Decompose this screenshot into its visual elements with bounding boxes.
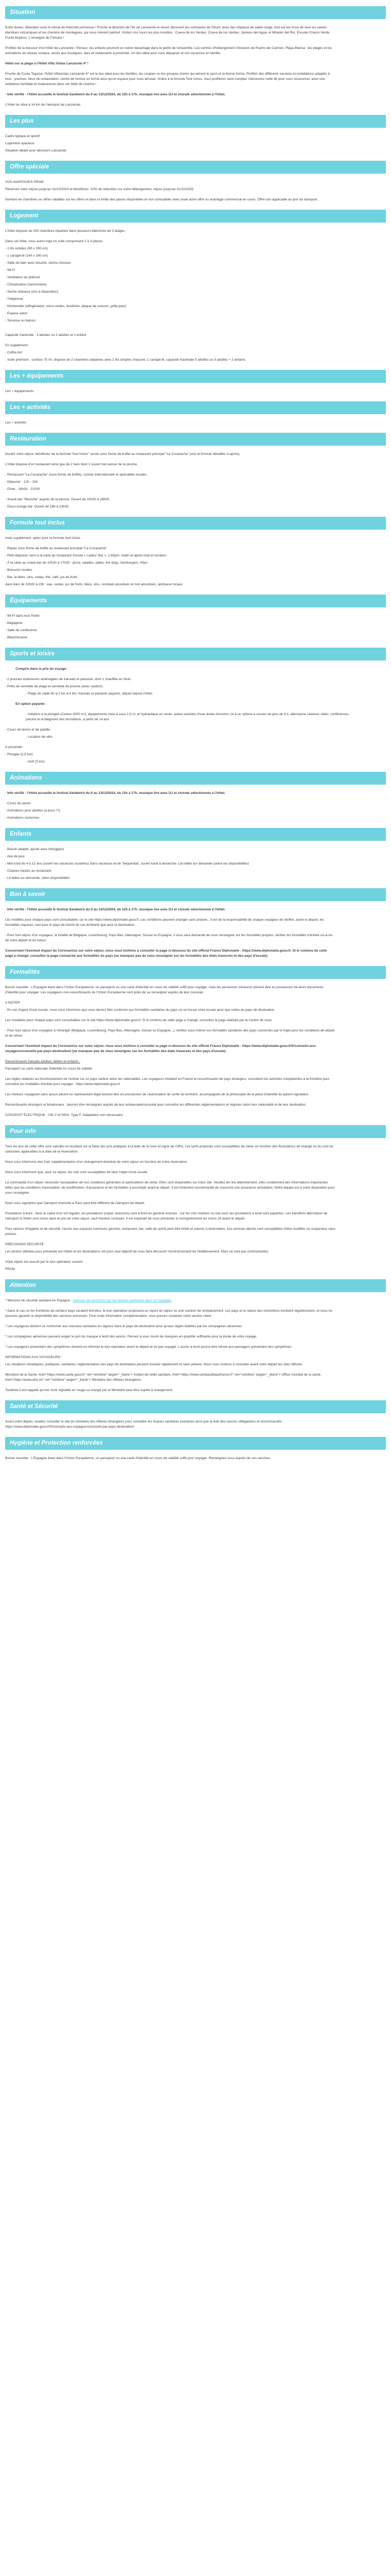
plus-item: Logement spacieux xyxy=(5,142,35,145)
plus-item: Situation idéale pour découvrir Lanzarote xyxy=(5,149,67,152)
animations-item: - Cours de sports xyxy=(5,802,31,805)
product-page xyxy=(0,6,391,1461)
section-equipements: Les + équipements xyxy=(5,370,386,383)
section-formalites: Formalités xyxy=(5,966,386,979)
attention-text-5: * Les voyageurs présentant des symptômes doivent en informer le tour-opérateur avant le départ et ne pas voyager. L'accès à bord pourra être refusé aux passagers présentant des symptômes. xyxy=(5,1345,292,1349)
logement-item: - Sèche-cheveux (mis à disposition) xyxy=(5,290,58,294)
animations-item: - Animations nocturnes xyxy=(5,816,40,820)
equipement-item: - Bagagerie xyxy=(5,621,23,625)
logement-item: - 1 canapé-lit (140 x 190 cm) xyxy=(5,254,48,258)
info-text-6: Prestations à bord : dans le cadre d'un vol régulier, les prestations (repas, boissons) sont à bord en général incluses ; sur les vols charters ou low-cost, les prestations à bord sont payantes. Les transferts aller/retour de l'aéroport à l'hôtel sont inclus dans le prix de votre séjour, sauf mention contraire. Il est impératif de vous présenter à l'enregistrement au moins 2h avant le départ. xyxy=(5,1212,328,1221)
section-hygiene: Hygiène et Protection renforcées xyxy=(5,1437,386,1450)
logement-item: - Salle de bain avec douche, sèche-cheveux xyxy=(5,261,71,265)
formule-item: - Bar, la bière, vins, sodas, thé, café, jus de fruits xyxy=(5,575,78,579)
sports-option-title: En option payante : xyxy=(15,702,47,706)
section-bon-a-savoir: Bon à savoir xyxy=(5,888,386,901)
situation-text-2: Profitez de la douceur d'un hôtel de Lanzarote ! Pensez, les enfants pourront en retirer davantage dans le jardin de l'ensemble. Les centres d'hébergement d'évasion de Puerto del Carmen, Playa Blanca : les plages et les animations en réseau sociaux, accès aux boutiques, bars et restaurants à proximité. Un lieu idéal pour vous dépayser et vos vacances en famille. xyxy=(5,46,332,55)
situation-text-4: Proche de Costa Teguise, l'hôtel Villavistas Lanzarote 4* est le lieu idéal pour les familles, les couples ou les groupes d'amis qui aiment le sport et la bonne forme. Profitez des différents services et installations adaptés à tous : piscines, lieux de restauration, centre de remise en forme ainsi qu'un espace pour vous amuser. Grâce à la formule Tout Inclus, vous profiterez sans compter. Découvrez cette île pour vous ressourcer, avec une ambiance familiale et chaleureuse dans cet hôtel de charme ! xyxy=(5,72,330,86)
situation-text-1: Entre dunes, détendez-vous le climat de Hammet promesse ! Proche la direction de l'île de Lanzarote et venez découvrir les contrastes de Ghuni, avec des hôpitaux de sable rouge, tout sur les trous de lave les vastes étendues volcaniques et les chemins de montagnes, qui vous mènent partout. Visitez nos cours les plus insolites : Cueva de los Verdes, Cueva de los Verdes, Jameos del Agua, et Mirador del Rio, Ensuite Charco Verde, Punta Mujeres. L'enseigne de Famara ! xyxy=(5,26,331,40)
info-operator-name: PRAM xyxy=(5,1267,15,1271)
formule-bars: dans bars de 10h00 à 23h : eau, sodas, jus de fruits, bière, vins, cocktails alcoolisés et non alcoolisés, spiritueux locaux xyxy=(5,583,183,586)
section-logement: Logement xyxy=(5,210,386,223)
equipement-item: - Wi-Fi dans tout l'hôtel xyxy=(5,614,40,618)
enfants-item: - Lit bébé sur demande, selon disponibilités xyxy=(5,876,70,880)
bon-coronavirus: Concernant l'éventuel impact du Coronavirus sur votre séjour, nous vous invitons à consulter la page ci-dessous du site officiel France Diplomatie : https://www.diplomatie.gouv.fr. Si le contenu de cette page a changé, consultez la page consacrée aux formalités du pays (ne manquez pas de vous renseigner sur les formalités des états traversés et des pays d'escale). xyxy=(5,949,327,958)
section-sports: Sports et loisirs xyxy=(5,648,386,660)
sports-option-item: - Cours de tennis et de paddle xyxy=(5,728,51,732)
formule-intro: Avec supplément, optez pour la formule tout inclus : xyxy=(5,536,83,540)
formalites-text-3: - En cas d'ajout d'une escale, nous vous informons que vous devrez être conforme aux formalités sanitaires du pays où se trouve votre escale ainsi que celles du pays de destination. xyxy=(5,1008,275,1012)
activites-text: Les + activités xyxy=(5,421,27,425)
logement-item: - Ventilateur au plafond xyxy=(5,276,40,279)
logement-item: - Terrasse ou balcon xyxy=(5,319,36,323)
restauration-item: - Dîner : 18h30 - 21h30 xyxy=(5,487,40,491)
sports-item: - Prêts de serviette de plage et serviette de piscine (avec caution). xyxy=(5,685,104,688)
hygiene-text: Bonne nouvelle : L'Espagne étant dans l'Union Européenne, un passeport ou une carte d'identité en cours de validité suffit pour voyager. Renseignez-vous auprès de nos services. xyxy=(5,1456,271,1460)
info-text-5: Nous vous signalons que l'aéroport d'arrivée à Paris peut être différent de l'aéroport de départ. xyxy=(5,1201,145,1205)
logement-item: - Suite premium : surface 75 m², dispose de 2 chambres séparées avec 2 lits simples chacune, 1 canapé-lit, capacité maximale 5 adultes ou 3 adultes + 2 enfants. xyxy=(5,358,247,362)
sante-text: Avant votre départ, veuillez consulter le site du ministère des Affaires étrangères pour connaître les risques sanitaires éventuels ainsi que la liste des vaccins obligatoires et recommandés : https://www.diplomatie.gouv.fr/fr/conseils-aux-voyageurs/conseils-par-pays-destination/ xyxy=(5,1420,284,1429)
bon-text-2: Lits modifiés pour chaque pays sont consultables sur le site https://www.diplomatie.gouv.fr. Les conditions peuvent changer sans préavis ; il est de la responsabilité de chaque voyageur de vérifier, avant le départ, les formalités requises, tant pour le pays de transit (le cas échéant) que pour la destination. xyxy=(5,918,324,927)
attention-link[interactable]: mesures de restriction sur les liaisons aériennes dans les bagages xyxy=(73,1299,172,1302)
formule-item: - À la carte au snack-bar de 10h30 à 17h30 : pizza, salades, pâtes, hot dogs, hamburgers, frites xyxy=(5,561,148,565)
logement-item: - Climatisation (saisonnière) xyxy=(5,283,47,286)
attention-text-2: * Dans le cas où les frontières de certains pays seraient fermées, le tour-opérateur proposera un report du séjour ou une solution de remplacement. Les pays et la nature des restrictions évoluent régulièrement, et nous ne pouvons garantir la disponibilité des services annoncés. Pour toute information complémentaire, vous pouvez contacter notre service client. xyxy=(5,1309,333,1318)
formule-item: - Boissons locales xyxy=(5,568,32,572)
attention-text-9: Toutefois il est rappelé qu'une zone signalée en rouge ou orange par le Ministère peut être sujette à changement. xyxy=(5,1388,173,1392)
restauration-lounge: - Disco-lounge bar. Ouvert de 18h à 23h30. xyxy=(5,505,70,509)
formalites-text-10: Les mineurs voyageant sans aucun parent ou représentant légal doivent être en possession de l'autorisation de sortie du territoire, accompagnée de la photocopie de la pièce d'identité du parent signataire. xyxy=(5,1093,309,1096)
sports-item: - Plage de sable fin à 2 km à 4 km, transats et parasols payants, départ depuis l'hôtel. xyxy=(26,692,153,696)
formalites-text-12: COVOOVIT ÉLECTRIQUE : 230 V et 50Hz. Type F. Adaptateur non nécessaire. xyxy=(5,1113,124,1117)
section-animations: Animations xyxy=(5,772,386,785)
formalites-ressortissants: Ressortissants français adultes, bébés et enfants : xyxy=(5,1060,80,1063)
logement-item: - Wi-Fi xyxy=(5,268,15,272)
section-activites: Les + activités xyxy=(5,401,386,414)
info-text-4: La commande d'un séjour nécessite l'acceptation de nos conditions générales et particulières de vente. Elles sont disponibles sur notre site. Veuillez les lire attentivement, elles contiennent des informations importantes telles que les conditions d'annulation, de modification, d'assurance et les formalités à accomplir avant le départ. Il est fortement recommandé de souscrire une assurance annulation. Notre équipe est à votre disposition pour vous renseigner. xyxy=(5,1181,335,1195)
section-enfants: Enfants xyxy=(5,828,386,841)
sports-option-item: - Initiation à la plongée (Centre 3000 m²), équipements mise à sous 1,5 m, et hydraulique en vente, autres activités d'une durée d'environ 1h à un rythme à cosses de plus de 8 h, alternance séances vidéo, conférences, piscine et la baignoire des formations, à partir de 14 ans xyxy=(26,713,350,721)
attention-text-1: * Mesures de sécurité sanitaire en Espagne : mesures de restriction sur les liaisons aériennes dans les bagages xyxy=(5,1299,172,1302)
attention-text-4: * Les compagnies aériennes peuvent exiger le port du masque à bord des avions. Pensez à vous munir de masques en quantité suffisante pour la durée de votre voyage. xyxy=(5,1335,257,1338)
formalites-text-4: Les modalités pour chaque pays sont consultables sur le site https://www.diplomatie.gouv.fr. Si le contenu de cette page a changé, consultez la page réalisée par le Centre de crise. xyxy=(5,1019,273,1022)
restauration-item: - Restaurant "La Cucaracha" (sous forme de buffet), cuisine internationale et spécialités locales. xyxy=(5,473,148,477)
plus-item: Cadre typique et sportif xyxy=(5,134,40,138)
info-text-2: Nous vous informons des frais supplémentaires d'un changement éventuel de votre séjour en fonction de votre réservation. xyxy=(5,1160,188,1164)
attention-informations: INFORMATIONS AUX VOYAGEURS : xyxy=(5,1355,62,1359)
situation-text-6: L'hôtel se situe à 14 km de l'aéroport de Lanzarote. xyxy=(5,103,82,107)
logement-suite: Dans cet hôtel, vous aurez logé en suite comprenant 2 à 3 pièces : xyxy=(5,240,105,243)
formule-item: - Repas sous forme de buffet au restaurant principal "La Cucaracha" xyxy=(5,547,107,550)
bon-festival: - Info vérifié : l'hôtel accueille le festival Sandwich du 9 au 13/12/2024, de 12h à 17h, musique live avec DJ et chorale sélectionnée à l'hôtel. xyxy=(5,908,225,911)
logement-capacite: Capacité maximale : 3 adultes ou 2 adultes et 1 enfant. xyxy=(5,333,87,337)
attention-text-8: Ministère de la Santé, href="https://www.sante.gouv.fr" rel="nofollow" target="_blank"> Institut de veille sanitaire, href="https://www.santepubliquefrance.fr" rel="nofollow" target="_blank"> Office mondial de la santé, href="https://www.who.int" rel="nofollow" target="_blank"> Ministère des Affaires étrangères. xyxy=(5,1373,321,1382)
logement-item: - Coffre-fort xyxy=(5,351,23,354)
enfants-item: - Chaises hautes au restaurant xyxy=(5,869,51,873)
section-offre: Offre spéciale xyxy=(5,161,386,174)
section-formule: Formule tout inclus xyxy=(5,517,386,530)
equipement-item: - Salle de conférence xyxy=(5,629,37,632)
logement-item: - Téléphone xyxy=(5,297,23,301)
animations-item: - Animations pour adultes (à jours !?). xyxy=(5,809,61,812)
logement-supplement: En supplément : xyxy=(5,344,29,347)
equipements-text: Les + équipements xyxy=(5,389,34,393)
info-precisions: PRÉCISIONS SÉCURITÉ xyxy=(5,1243,44,1246)
logement-intro: L'hôtel dispose de 150 chambres réparties dans plusieurs bâtiments de 2 étages. xyxy=(5,229,126,233)
formalites-text-9: Les règles relatives au fonctionnement de l'entrée sur un pays varient selon les nationalités. Les voyageurs résidant en France et ressortissants de pays étrangers, consultent les autorités compétentes à la frontière pour connaître les modalités d'entrée pour voyager : https://www.diplomatie.gouv.fr xyxy=(5,1077,330,1086)
section-restauration: Restauration xyxy=(5,433,386,446)
bon-text-3: - Pour tout séjour d'un voyageur, la totalité de Belgique, Luxembourg, Pays-Bas, Allemagne, Suisse ou Espagne, il vous sera demandé de vous renseigner sur les formalités propres, vérifiez les formalités d'entrée vis-à-vis de votre départ et du retour. xyxy=(5,934,333,942)
info-tour-operateur: Votre séjour est assuré par le tour-opérateur suivant : xyxy=(5,1260,85,1264)
restauration-text-2: L'hôtel dispose d'un restaurant ainsi que de 2 bars dont 1 ouvert tout autour de la piscine. xyxy=(5,463,138,466)
enfants-item: - Bassin adapté, ajouté avec toboggans xyxy=(5,848,64,851)
sports-proximite: À proximité : xyxy=(5,745,24,749)
section-pour-info: Pour info xyxy=(5,1125,386,1138)
section-equipements-2: Équipements xyxy=(5,595,386,607)
equipement-item: - Blanchisserie xyxy=(5,636,27,639)
sports-option-item: - Location de vélo xyxy=(26,735,53,739)
restauration-item: - Déjeuner : 12h - 15h xyxy=(5,480,38,484)
situation-text-3: Hôtel sur la plage à l'Hôtel Villa Vistas Lanzarote 4* ! xyxy=(5,62,89,65)
formalites-text-5: - Pour tout séjour d'un voyageur à l'étranger (Belgique, Luxembourg, Pays-Bas, Allemagne, Suisse ou Espagne...), vérifiez vous-même vos formalités sanitaires des pays concernés par le trajet pour les conditions de départ et de retour. xyxy=(5,1029,335,1038)
formalites-coronavirus: Concernant l'éventuel impact du Coronavirus sur votre séjour, nous vous invitons à consulter la page ci-dessous du site officiel France Diplomatie : https://www.diplomatie.gouv.fr/fr/conseils-aux-voyageurs/conseils-par-pays-destination/ (ne manquez pas de vous renseigner sur les formalités des états traversés et des pays d'escale). xyxy=(5,1044,317,1053)
info-text-1: Tous les prix de cette offre sont calculés et résultant sur la base des prix pratiqués à la date de la mise en ligne de l'offre. Les tarifs proposés sont susceptibles de varier en fonction des fluctuations de change ou du coût du carburant, applicables à la date de la réservation. xyxy=(5,1145,334,1154)
attention-text-3: * Les voyageurs doivent se conformer aux mesures sanitaires en vigueur dans le pays de destination ainsi qu'aux règles établies par les compagnies aériennes. xyxy=(5,1325,243,1328)
formalites-a-noter: A NOTER xyxy=(5,1001,20,1005)
logement-item: - 2 lits simples (90 x 190 cm) xyxy=(5,247,48,250)
sports-proximite-item: - Golf (5 km) xyxy=(26,760,45,764)
logement-item: - Kitchenette (réfrigérateur, micro-ondes, bouilloire, plaque de cuisson, grille-pain) xyxy=(5,304,126,308)
info-text-3: Nous vous informons que, pour ce séjour, les vols sont susceptibles de faire l'objet d'une escale. xyxy=(5,1171,149,1174)
section-attention: Attention xyxy=(5,1279,386,1292)
formalites-text-1: Bonne nouvelle : L'Espagne étant dans l'Union Européenne, un passeport ou une carte d'identité en cours de validité suffit pour voyager, mais les personnes mineures doivent être en possession de leurs documents d'identité pour voyager. Les voyageurs non-ressortissants de l'Union Européenne sont priés de se renseigner auprès de leur consulat. xyxy=(5,986,323,994)
logement-item: - Espace salon xyxy=(5,312,27,315)
sports-item: - 2 piscines extérieures aménagées de transats et parasols, dont 1 chauffée en hiver. xyxy=(5,677,132,681)
section-les-plus: Les plus xyxy=(5,115,386,128)
animations-festival: - Info vérifié : l'hôtel accueille le festival Sandwich du 9 au 13/12/2024, de 12h à 17h, musique live avec DJ et chorale sélectionnée à l'hôtel. xyxy=(5,791,225,795)
offre-title: VOS AVANTAGES PRAM xyxy=(5,180,44,184)
sports-compris-title: Compris dans le prix du voyage : xyxy=(15,667,69,671)
enfants-item: - Aire de jeux xyxy=(5,855,25,858)
restauration-text-1: Durant votre séjour, bénéficiez de la formule "tout inclus" servie sous forme de buffet au restaurant principal "La Cucaracha" (voir la formule détaillée ci-après). xyxy=(5,452,240,456)
offre-text: Réservez votre séjour jusqu'au 31/10/2024 et bénéficiez -10% de réduction sur votre hébergement, séjour jusqu'au 31/10/2025. xyxy=(5,188,194,191)
formalites-text-8: Passeport ou carte nationale d'identité en cours de validité. xyxy=(5,1067,93,1071)
attention-text-7: Les situations climatiques, politiques, sanitaires, réglementaires des pays de destination peuvent évoluer rapidement et sans préavis. Nous vous invitons à consulter avant votre départ les sites officiels. xyxy=(5,1363,303,1366)
situation-text-5: - Info vérifié : l'hôtel accueille le festival Sandwich du 9 au 13/12/2024, de 12h à 17h, musique live avec DJ et chorale sélectionnée à l'hôtel. xyxy=(5,93,225,96)
info-text-9: Les photos utilisées pour présenter les hôtels et les destinations ont pour seul objectif de vous faire découvrir l'environnement de l'établissement. Elles ne sont pas contractuelles. xyxy=(5,1250,269,1253)
restauration-snack: - Snack-bar "Munchie" auprès de la piscine. Ouvert de 10h30 à 18h00. xyxy=(5,498,110,501)
section-sante: Santé et Sécurité xyxy=(5,1400,386,1413)
formule-item: - Petit-déjeuner servi à la carte au restaurant Sunset « Ladies' Bar », 1-60pm, matin et après-midi et horaires xyxy=(5,554,167,557)
formalites-text-11: Ressortissants étrangers et binationaux : devront être renseignés auprès de leur ambassade/consulat pour connaître les différentes réglementations et régimes selon leur nationalité et de leur destination. xyxy=(5,1103,307,1107)
offre-conditions: Nombre de chambres ou offres valables sur les offres et dans la limite des places disponibles et non cumulables avec toute autre offre ou avantage commercial en cours. Offre non applicable au prix du transport. xyxy=(5,198,318,201)
info-text-7: Pour raisons d'hygiène et de sécurité, l'accès aux espaces communs (piscine, restaurant, bar, salle de sport) peut être limité et soumis à réservation. Les services décrits sont susceptibles d'être modifiés ou suspendus sans préavis. xyxy=(5,1227,335,1236)
enfants-item: - Mini-club de 4 à 12 ans (ouvert les vacances scolaires) Sans vacances et de 'Sequential', ouvert lundi à dimanche. Lits bébé sur demande (selon les disponibilités) xyxy=(5,862,249,866)
sports-proximite-item: - Plongée (2,5 km) xyxy=(5,753,33,756)
section-situation: Situation xyxy=(5,6,386,19)
